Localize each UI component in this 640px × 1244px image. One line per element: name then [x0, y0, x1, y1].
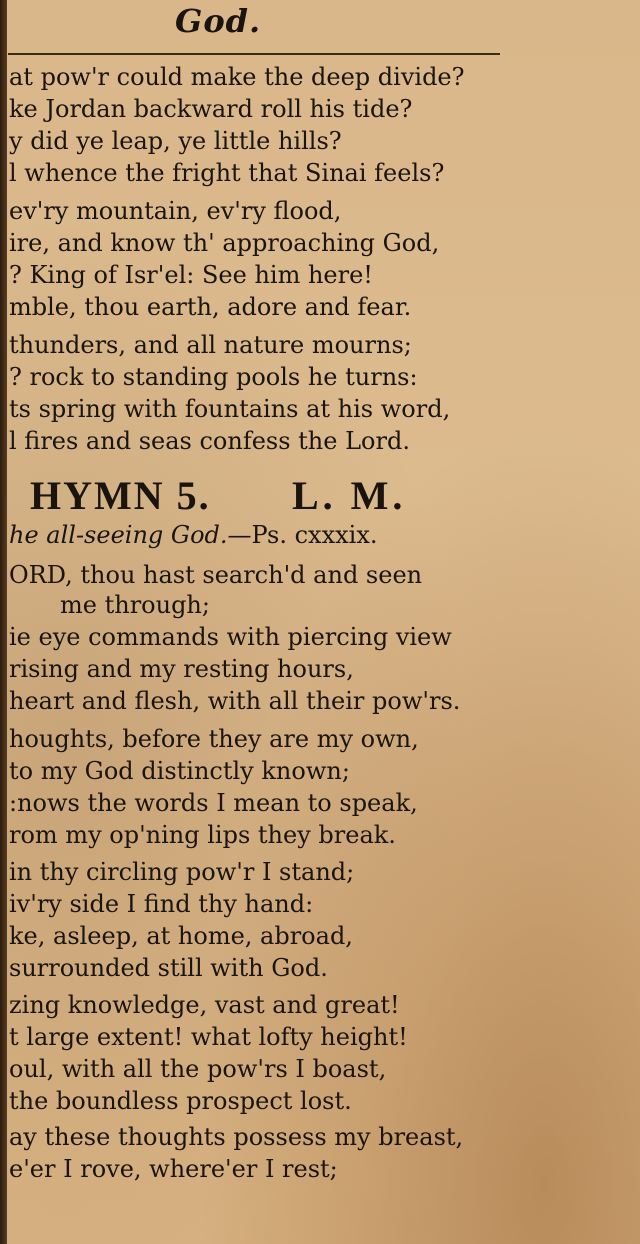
- verse-line: ev'ry mountain, ev'ry flood,: [9, 197, 342, 225]
- psalm-reference: Ps. cxxxix.: [251, 521, 378, 549]
- verse-line: rising and my resting hours,: [9, 655, 354, 683]
- verse-line: the boundless prospect lost.: [9, 1087, 352, 1115]
- verse-line: in thy circling pow'r I stand;: [9, 858, 355, 886]
- verse-line: :nows the words I mean to speak,: [9, 789, 418, 817]
- verse-line: ORD, thou hast search'd and seen: [9, 561, 423, 589]
- verse-line: ? rock to standing pools he turns:: [9, 363, 418, 391]
- verse-line: iv'ry side I find thy hand:: [9, 890, 314, 918]
- verse-line: ke Jordan backward roll his tide?: [9, 95, 413, 123]
- verse-line: surrounded still with God.: [9, 954, 328, 982]
- verse-line: rom my op'ning lips they break.: [9, 821, 396, 849]
- hymn-subtitle-text: he all-seeing God.—: [9, 521, 252, 549]
- verse-line: zing knowledge, vast and great!: [9, 991, 400, 1019]
- hymn-subtitle: [9, 521, 378, 549]
- verse-line: ke, asleep, at home, abroad,: [9, 922, 353, 950]
- page-gutter: [0, 0, 7, 1244]
- running-head: God.: [175, 2, 262, 40]
- verse-line: houghts, before they are my own,: [9, 725, 419, 753]
- verse-line: to my God distinctly known;: [9, 757, 350, 785]
- verse-line: y did ye leap, ye little hills?: [9, 127, 342, 155]
- verse-line: l fires and seas confess the Lord.: [9, 427, 410, 455]
- verse-line: oul, with all the pow'rs I boast,: [9, 1055, 387, 1083]
- verse-line: t large extent! what lofty height!: [9, 1023, 408, 1051]
- verse-line: e'er I rove, where'er I rest;: [9, 1155, 338, 1183]
- hymn-meter: L. M.: [292, 473, 407, 518]
- hymn-title: HYMN 5.: [30, 473, 211, 518]
- verse-line: ire, and know th' approaching God,: [9, 229, 440, 257]
- verse-line: ts spring with fountains at his word,: [9, 395, 451, 423]
- verse-line: me through;: [60, 591, 210, 619]
- verse-line: ie eye commands with piercing view: [9, 623, 452, 651]
- verse-line: mble, thou earth, adore and fear.: [9, 293, 412, 321]
- verse-line: ay these thoughts possess my breast,: [9, 1123, 464, 1151]
- verse-line: l whence the fright that Sinai feels?: [9, 159, 445, 187]
- verse-line: ? King of Isr'el: See him here!: [9, 261, 373, 289]
- header-rule: [8, 53, 500, 55]
- verse-line: heart and flesh, with all their pow'rs.: [9, 687, 461, 715]
- verse-line: at pow'r could make the deep divide?: [9, 63, 465, 91]
- verse-line: thunders, and all nature mourns;: [9, 331, 412, 359]
